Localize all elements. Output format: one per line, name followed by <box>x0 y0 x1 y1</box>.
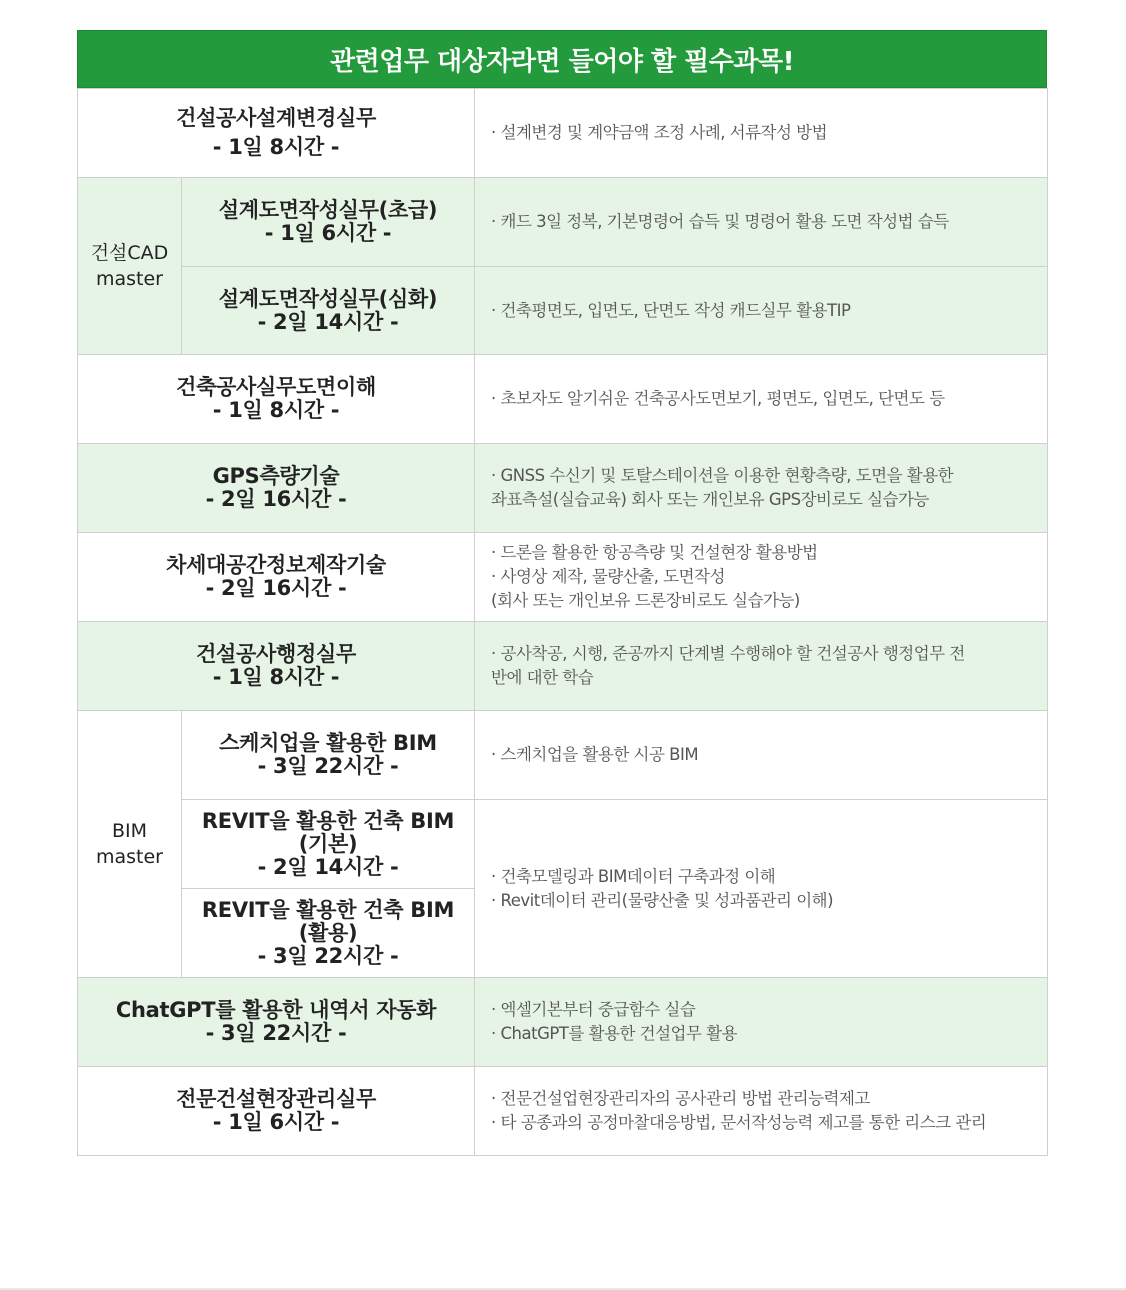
course-name: 건설공사설계변경실무 <box>176 106 376 130</box>
course-subtitle: (활용) <box>298 920 358 945</box>
course-name-cell <box>182 800 475 889</box>
course-name: 건설공사행정실무 <box>196 642 356 666</box>
table-row <box>78 444 1048 533</box>
table-row <box>78 89 1048 178</box>
table-header-title: 관련업무 대상자라면 들어야 할 필수과목! <box>77 30 1047 88</box>
course-name: 차세대공간정보제작기술 <box>166 553 386 577</box>
course-duration: - 2일 14시간 - <box>257 854 399 879</box>
course-name-cell <box>78 622 475 711</box>
course-duration: - 3일 22시간 - <box>257 943 399 968</box>
course-desc-line: · 드론을 활용한 항공측량 및 건설현장 활용방법 <box>491 543 818 562</box>
group-label-line: master <box>95 846 163 868</box>
group-label-bim <box>78 711 182 978</box>
course-duration: - 1일 6시간 - <box>264 221 392 245</box>
course-desc-cell <box>475 622 1048 711</box>
course-desc-line: · 건축평면도, 입면도, 단면도 작성 캐드실무 활용TIP <box>491 300 851 320</box>
course-name: REVIT을 활용한 건축 BIM <box>201 808 455 833</box>
course-duration: - 2일 14시간 - <box>257 309 399 334</box>
course-desc-cell <box>475 1067 1048 1156</box>
course-desc-cell <box>475 178 1048 267</box>
course-desc-cell <box>475 711 1048 800</box>
course-name-cell <box>182 711 475 800</box>
course-name-cell <box>78 533 475 622</box>
course-duration: - 1일 6시간 - <box>212 1110 340 1134</box>
course-desc-line: · 엑셀기본부터 중급함수 실습 <box>491 1000 696 1019</box>
course-desc-cell <box>475 800 1048 978</box>
table-row <box>78 622 1048 711</box>
table-row <box>78 711 1048 800</box>
course-desc-line: 좌표측설(실습교육) 회사 또는 개인보유 GPS장비로도 실습가능 <box>491 490 929 509</box>
course-name-cell <box>78 978 475 1067</box>
group-label-line: 건설CAD <box>90 242 169 264</box>
course-duration: - 3일 22시간 - <box>257 754 399 778</box>
course-table-container <box>77 30 1047 1156</box>
course-name-cell <box>78 355 475 444</box>
course-desc-line: · 스케치업을 활용한 시공 BIM <box>491 745 699 764</box>
course-desc-cell <box>475 267 1048 355</box>
course-duration: - 1일 8시간 - <box>212 665 340 689</box>
course-duration: - 2일 16시간 - <box>205 576 347 600</box>
course-desc-line: · 타 공종과의 공정마찰대응방법, 문서작성능력 제고를 통한 리스크 관리 <box>491 1113 987 1132</box>
group-label-line: master <box>95 268 163 290</box>
course-name-cell <box>182 267 475 355</box>
course-name: GPS측량기술 <box>212 464 340 488</box>
course-desc-line: 반에 대한 학습 <box>491 668 594 687</box>
course-desc-line: · 전문건설업현장관리자의 공사관리 방법 관리능력제고 <box>491 1089 870 1108</box>
table-row <box>78 178 1048 267</box>
course-desc-cell <box>475 978 1048 1067</box>
course-desc-line: · 건축모델링과 BIM데이터 구축과정 이해 <box>491 866 776 886</box>
course-name: ChatGPT를 활용한 내역서 자동화 <box>115 998 437 1022</box>
course-desc-line: · 공사착공, 시행, 준공까지 단계별 수행해야 할 건설공사 행정업무 전 <box>491 644 965 663</box>
course-name: 전문건설현장관리실무 <box>176 1087 376 1111</box>
course-desc-line: · 캐드 3일 정복, 기본명령어 습득 및 명령어 활용 도면 작성법 습득 <box>491 212 949 231</box>
course-desc-line: · 설계변경 및 계약금액 조정 사례, 서류작성 방법 <box>491 123 828 142</box>
course-name: 스케치업을 활용한 BIM <box>219 731 437 755</box>
course-desc-cell <box>475 444 1048 533</box>
table-row <box>78 1067 1048 1156</box>
course-name-cell <box>182 889 475 978</box>
table-row <box>78 267 1048 355</box>
table-row <box>78 800 1048 889</box>
course-subtitle: (기본) <box>298 831 358 856</box>
course-desc-line: · GNSS 수신기 및 토탈스테이션을 이용한 현황측량, 도면을 활용한 <box>491 466 954 485</box>
group-label-cad <box>78 178 182 355</box>
course-name: 건축공사실무도면이해 <box>176 375 376 399</box>
course-duration: - 2일 16시간 - <box>205 487 347 511</box>
course-name: 설계도면작성실무(초급) <box>218 198 438 222</box>
table-row <box>78 978 1048 1067</box>
course-duration: - 1일 8시간 - <box>212 135 340 159</box>
course-name: 설계도면작성실무(심화) <box>218 286 438 311</box>
course-desc-cell <box>475 355 1048 444</box>
course-name-cell <box>78 444 475 533</box>
course-name-cell <box>78 89 475 178</box>
course-desc-cell <box>475 533 1048 622</box>
course-desc-line: · ChatGPT를 활용한 건설업무 활용 <box>491 1024 738 1043</box>
course-name-cell <box>78 1067 475 1156</box>
group-label-line: BIM <box>111 820 148 842</box>
course-duration: - 3일 22시간 - <box>205 1021 347 1045</box>
course-desc-line: (회사 또는 개인보유 드론장비로도 실습가능) <box>491 591 800 610</box>
course-desc-line: · Revit데이터 관리(물량산출 및 성과품관리 이해) <box>491 890 834 910</box>
course-desc-line: · 초보자도 알기쉬운 건축공사도면보기, 평면도, 입면도, 단면도 등 <box>491 389 945 408</box>
course-duration: - 1일 8시간 - <box>212 398 340 422</box>
course-desc-cell <box>475 89 1048 178</box>
course-table <box>77 88 1048 1156</box>
course-name: REVIT을 활용한 건축 BIM <box>201 897 455 922</box>
table-row <box>78 533 1048 622</box>
table-row <box>78 355 1048 444</box>
course-name-cell <box>182 178 475 267</box>
course-desc-line: · 사영상 제작, 물량산출, 도면작성 <box>491 567 725 586</box>
